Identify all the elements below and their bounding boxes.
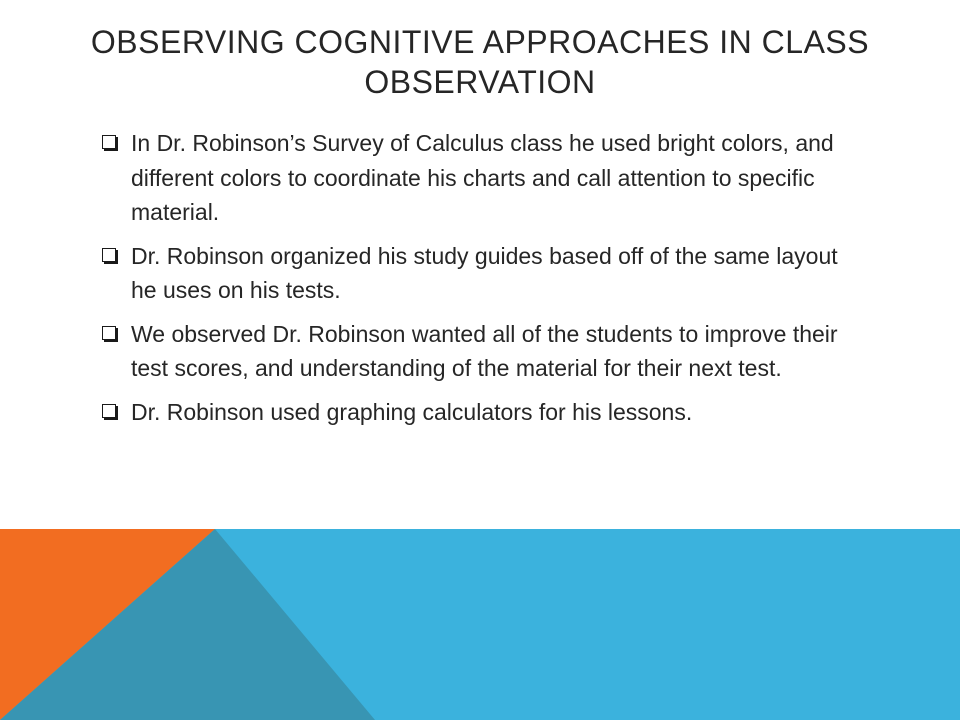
- bullet-list: [102, 126, 842, 438]
- checkbox-square-icon: [102, 326, 116, 340]
- decorative-footer-shapes: [0, 529, 960, 720]
- bullet-text: Dr. Robinson used graphing calculators for his lessons.: [131, 398, 693, 425]
- checkbox-square-icon: [102, 135, 116, 149]
- slide-title: OBSERVING COGNITIVE APPROACHES IN CLASS OBSERVATION: [90, 24, 870, 100]
- bullet-item: [102, 126, 842, 230]
- bullet-item: [102, 239, 842, 308]
- bullet-text: We observed Dr. Robinson wanted all of the students to improve their test scores, and understanding of the material for their next test.: [131, 320, 838, 381]
- bullet-text: Dr. Robinson organized his study guides based off of the same layout he uses on his tests.: [131, 242, 838, 303]
- checkbox-square-icon: [102, 248, 116, 262]
- bullet-text: In Dr. Robinson’s Survey of Calculus class he used bright colors, and different colors to coordinate his charts and call attention to specific material.: [131, 130, 834, 225]
- checkbox-square-icon: [102, 404, 116, 418]
- bullet-item: [102, 395, 842, 430]
- bullet-item: [102, 317, 842, 386]
